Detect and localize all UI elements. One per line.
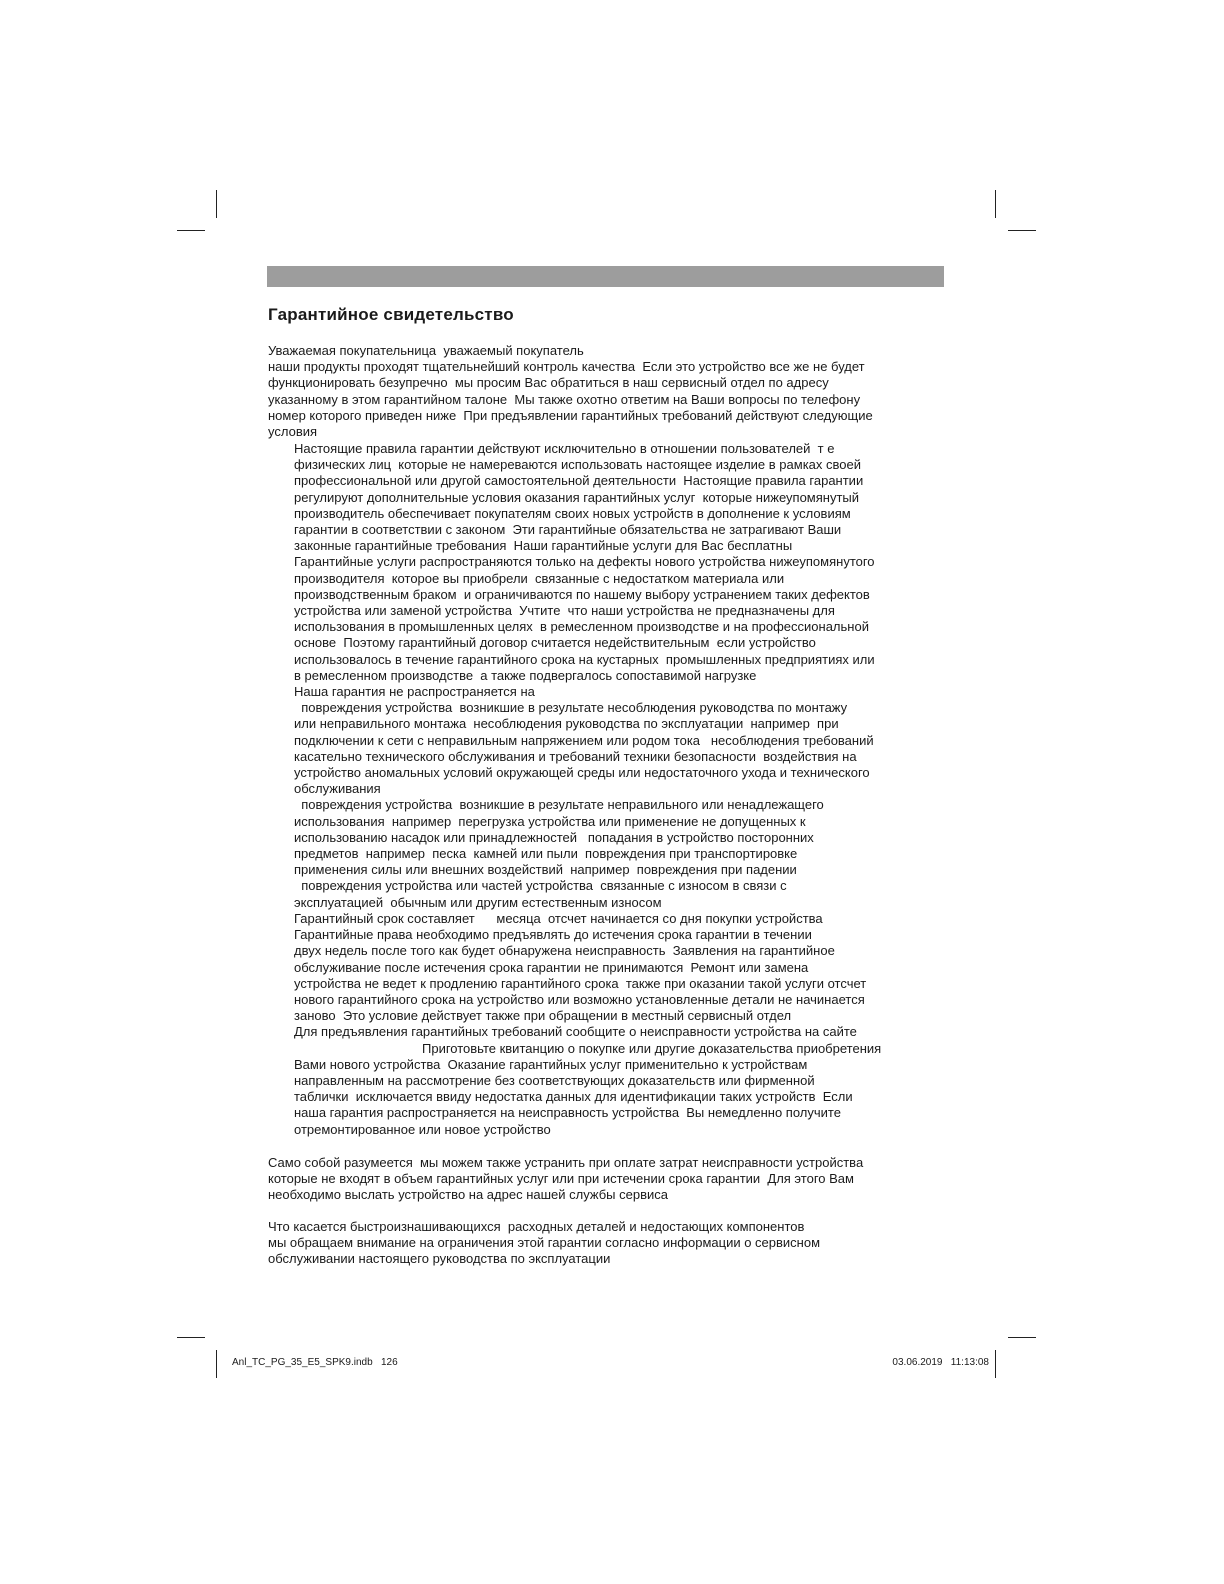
text-line: законные гарантийные требования Наши гарантийные услуги для Вас бесплатны bbox=[294, 538, 793, 554]
text-line: использовалось в течение гарантийного срока на кустарных промышленных предприятиях или bbox=[294, 651, 875, 667]
text-line: устройство аномальных условий окружающей среды или недостаточного ухода и технического bbox=[294, 765, 870, 781]
text-line: Вами нового устройства Оказание гарантийных услуг применительно к устройствам bbox=[294, 1056, 808, 1072]
intro-paragraph bbox=[268, 343, 958, 440]
text-line: Для предъявления гарантийных требований сообщите о неисправности устройства на сайте bbox=[294, 1024, 857, 1040]
text-line: регулируют дополнительные условия оказания гарантийных услуг которые нижеупомянутый bbox=[294, 489, 860, 505]
text-line: обслуживание после истечения срока гарантии не принимаются Ремонт или замена bbox=[294, 959, 809, 975]
text-line: заново Это условие действует также при обращении в местный сервисный отдел bbox=[294, 1008, 792, 1024]
text-line: в ремесленном производстве а также подвергалось сопоставимой нагрузке bbox=[294, 667, 757, 683]
text-line: основе Поэтому гарантийный договор считается недействительным если устройство bbox=[294, 635, 816, 651]
footer-file-info: Anl_TC_PG_35_E5_SPK9.indb 126 bbox=[232, 1357, 398, 1368]
text-line: производственным браком и ограничиваются по нашему выбору устранением таких дефектов bbox=[294, 586, 870, 602]
text-line: указанному в этом гарантийном талоне Мы также охотно ответим на Ваши вопросы по телефону bbox=[268, 391, 861, 407]
text-line: повреждения устройства или частей устройства связанные с износом в связи с bbox=[294, 878, 787, 894]
text-line: двух недель после того как будет обнаружена неисправность Заявления на гарантийное bbox=[294, 943, 835, 959]
crop-mark-top-right-vertical bbox=[995, 190, 996, 218]
crop-mark-top-right-horizontal bbox=[1008, 230, 1036, 231]
text-line: предметов например песка камней или пыли повреждения при транспортировке bbox=[294, 846, 798, 862]
header-bar bbox=[267, 266, 944, 287]
paid-repair-paragraph bbox=[268, 1155, 958, 1204]
text-line: профессиональной или другой самостоятельной деятельности Настоящие правила гарантии bbox=[294, 473, 864, 489]
text-line: наша гарантия распространяется на неисправность устройства Вы немедленно получите bbox=[294, 1105, 841, 1121]
text-line: наши продукты проходят тщательнейший контроль качества Если это устройство все же не будет bbox=[268, 359, 865, 375]
text-line: гарантии в соответствии с законом Эти гарантийные обязательства не затрагивают Ваши bbox=[294, 522, 842, 538]
text-line: Гарантийные права необходимо предъявлять до истечения срока гарантии в течении bbox=[294, 927, 812, 943]
text-line: производитель обеспечивает покупателям своих новых устройств в дополнение к условиям bbox=[294, 505, 851, 521]
crop-mark-bottom-right-horizontal bbox=[1008, 1337, 1036, 1338]
text-line: направленным на рассмотрение без соответствующих доказательств или фирменной bbox=[294, 1072, 815, 1088]
text-line: таблички исключается ввиду недостатка данных для идентификации таких устройств Если bbox=[294, 1089, 853, 1105]
text-line: нового гарантийного срока на устройство или возможно установленные детали не начинается bbox=[294, 991, 865, 1007]
wear-parts-paragraph bbox=[268, 1219, 958, 1268]
text-line: применения силы или внешних воздействий например повреждения при падении bbox=[294, 862, 797, 878]
text-line: использования например перегрузка устройства или применение не допущенных к bbox=[294, 813, 806, 829]
crop-mark-bottom-left-horizontal bbox=[177, 1337, 205, 1338]
text-line: обслуживании настоящего руководства по эксплуатации bbox=[268, 1251, 611, 1267]
text-line: Что касается быстроизнашивающихся расходных деталей и недостающих компонентов bbox=[268, 1219, 805, 1234]
text-line: повреждения устройства возникшие в результате неправильного или ненадлежащего bbox=[294, 797, 824, 813]
text-line: подключении к сети с неправильным напряжением или родом тока несоблюдения требований bbox=[294, 732, 874, 748]
text-line: или неправильного монтажа несоблюдения руководства по эксплуатации например при bbox=[294, 716, 839, 732]
text-line: Приготовьте квитанцию о покупке или другие доказательства приобретения bbox=[422, 1040, 882, 1056]
text-line: использованию насадок или принадлежностей попадания в устройство посторонних bbox=[294, 829, 814, 845]
conditions-list bbox=[268, 441, 958, 1138]
text-line: функционировать безупречно мы просим Вас обратиться в наш сервисный отдел по адресу bbox=[268, 375, 829, 391]
text-line: устройства или заменой устройства Учтите что наши устройства не предназначены для bbox=[294, 603, 835, 619]
text-line: физических лиц которые не намереваются использовать настоящее изделие в рамках своей bbox=[294, 457, 861, 473]
text-line: необходимо выслать устройство на адрес нашей службы сервиса bbox=[268, 1187, 668, 1203]
text-line: номер которого приведен ниже При предъявлении гарантийных требований действуют следующие bbox=[268, 407, 873, 423]
text-line: производителя которое вы приобрели связанные с недостатком материала или bbox=[294, 570, 785, 586]
text-line: которые не входят в объем гарантийных услуг или при истечении срока гарантии Для этого Вам bbox=[268, 1171, 854, 1187]
crop-mark-top-left-horizontal bbox=[177, 230, 205, 231]
text-line: Само собой разумеется мы можем также устранить при оплате затрат неисправности устройства bbox=[268, 1155, 864, 1170]
text-line: Гарантийный срок составляет месяца отсчет начинается со дня покупки устройства bbox=[294, 910, 823, 926]
text-line: касательно технического обслуживания и требований техники безопасности воздействия на bbox=[294, 748, 857, 764]
crop-mark-bottom-left-vertical bbox=[216, 1350, 217, 1378]
text-line: условия bbox=[268, 424, 318, 440]
text-line: эксплуатацией обычным или другим естественным износом bbox=[294, 894, 662, 910]
crop-mark-bottom-right-vertical bbox=[995, 1350, 996, 1378]
text-line: устройства не ведет к продлению гарантийного срока также при оказании такой услуги отсчет bbox=[294, 975, 867, 991]
text-line: мы обращаем внимание на ограничения этой гарантии согласно информации о сервисном bbox=[268, 1235, 821, 1251]
text-line: Уважаемая покупательница уважаемый покупатель bbox=[268, 343, 584, 358]
text-line: Настоящие правила гарантии действуют исключительно в отношении пользователей т е bbox=[294, 441, 835, 456]
footer-datetime: 03.06.2019 11:13:08 bbox=[892, 1357, 989, 1368]
text-line: обслуживания bbox=[294, 781, 381, 797]
text-line: повреждения устройства возникшие в результате несоблюдения руководства по монтажу bbox=[294, 700, 848, 716]
text-line: Наша гарантия не распространяется на bbox=[294, 684, 535, 700]
text-line: отремонтированное или новое устройство bbox=[294, 1121, 551, 1137]
text-line: использования в промышленных целях в ремесленном производстве и на профессиональной bbox=[294, 619, 869, 635]
page-title: Гарантийное свидетельство bbox=[268, 305, 514, 324]
crop-mark-top-left-vertical bbox=[216, 190, 217, 218]
text-line: Гарантийные услуги распространяются только на дефекты нового устройства нижеупомянутого bbox=[294, 554, 875, 570]
